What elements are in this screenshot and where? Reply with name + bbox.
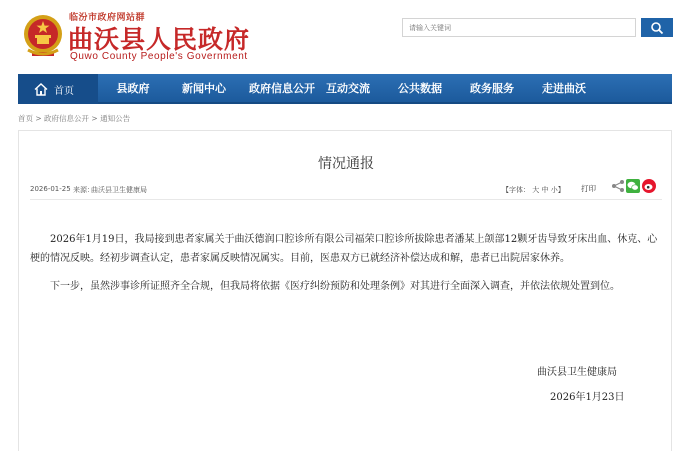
nav-item-gov-info[interactable]: 政府信息公开 [249,82,315,95]
article-source-label: 来源： [73,186,94,194]
font-size-end: 】 [557,186,565,194]
nav-item-county-gov[interactable]: 县政府 [116,82,150,95]
site-header [0,0,690,74]
article-source: 曲沃县卫生健康局 [91,186,147,194]
nav-item-public-data[interactable]: 公共数据 [398,82,442,95]
article-container [18,130,672,451]
nav-home-label: 首页 [54,85,74,97]
signature-organization: 曲沃县卫生健康局 [537,367,617,378]
font-size-control [502,185,565,195]
search-input[interactable] [402,18,636,37]
national-emblem-icon [22,12,64,60]
share-icon[interactable] [611,179,625,193]
nav-item-news[interactable]: 新闻中心 [182,82,226,95]
weibo-icon[interactable] [642,179,656,193]
home-icon [34,83,48,96]
wechat-icon[interactable] [626,179,640,193]
site-title[interactable]: 曲沃县人民政府 [68,25,251,54]
article-date: 2026-01-25 [30,185,71,193]
nav-item-interaction[interactable]: 互动交流 [326,82,370,95]
font-size-small[interactable]: 小 [550,186,558,194]
site-title-english: Quwo County People's Government [70,51,248,62]
font-size-large[interactable]: 大 [532,186,540,194]
breadcrumb[interactable]: 首页 > 政府信息公开 > 通知公告 [18,114,131,123]
search-icon [650,21,664,35]
print-button[interactable]: 打印 [581,184,596,193]
site-group-label: 临汾市政府网站群 [69,13,146,23]
signature-date: 2026年1月23日 [550,392,625,403]
search-button[interactable] [641,18,673,37]
main-nav [18,74,672,104]
article-title: 情况通报 [318,156,374,172]
article-paragraph: 下一步，虽然涉事诊所证照齐全合规，但我局将依据《医疗纠纷预防和处理条例》对其进行全面深入调查，并依法依规处置到位。 [50,281,620,292]
nav-home[interactable] [18,74,98,104]
font-size-medium[interactable]: 中 [541,186,549,194]
meta-divider [30,199,662,200]
nav-item-gov-services[interactable]: 政务服务 [470,82,514,95]
nav-item-about-quwo[interactable]: 走进曲沃 [542,82,586,95]
article-paragraph: 2026年1月19日，我局接到患者家属关于曲沃德润口腔诊所有限公司福荣口腔诊所拔除患者潘某上颌部12颗牙齿导致牙床出血、休克、心梗的情况反映。经初步调查认定，患者家属反映情况属实。目前，医患双方已就经济补偿达成和解，患者已出院居家休养。 [30,234,658,264]
font-size-label: 【字体： [502,186,530,194]
